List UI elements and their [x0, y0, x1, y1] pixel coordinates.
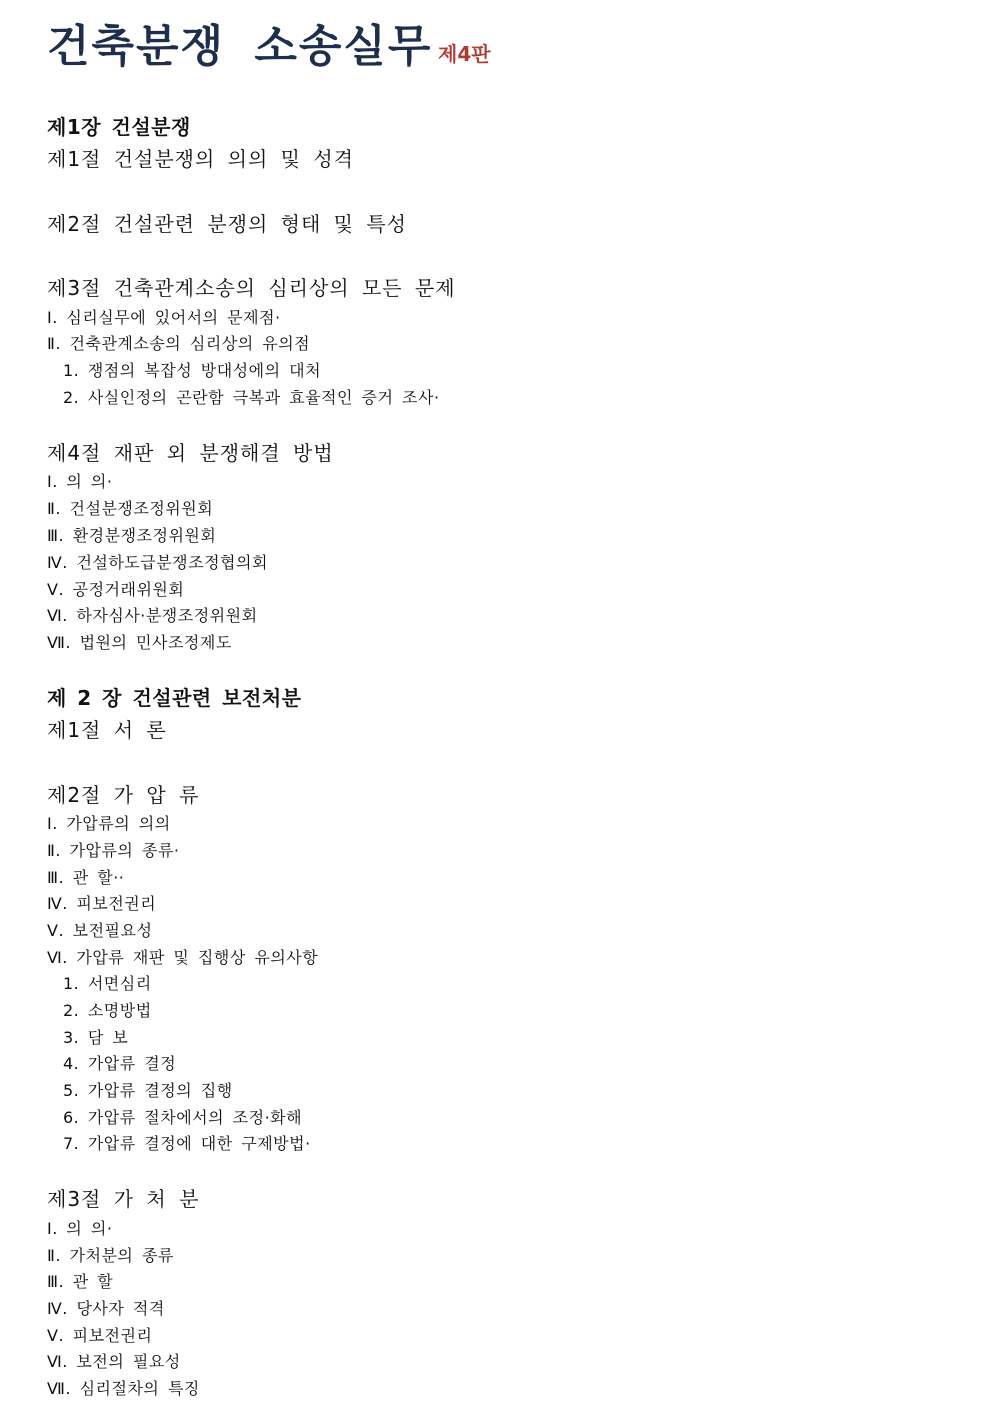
toc-item: Ⅱ. 건설분쟁조정위원회 — [47, 499, 214, 518]
toc-item: Ⅳ. 피보전권리 — [47, 894, 157, 913]
toc-subitem: 5. 가압류 결정의 집행 — [63, 1081, 233, 1100]
toc-item: Ⅴ. 피보전권리 — [47, 1326, 153, 1345]
toc-item: Ⅶ. 법원의 민사조정제도 — [47, 633, 232, 652]
section-heading: 제2절 건설관련 분쟁의 형태 및 특성 — [47, 212, 407, 236]
toc-item: Ⅵ. 하자심사·분쟁조정위원회 — [47, 606, 258, 625]
toc-item: Ⅰ. 의 의· — [47, 472, 113, 491]
toc-item: Ⅴ. 공정거래위원회 — [47, 580, 185, 599]
toc-item: Ⅰ. 심리실무에 있어서의 문제점· — [47, 308, 281, 327]
book-title: 건축분쟁 소송실무 — [47, 21, 433, 72]
document-header — [47, 14, 947, 84]
section-heading: 제3절 건축관계소송의 심리상의 모든 문제 — [47, 276, 456, 300]
toc-item: Ⅵ. 가압류 재판 및 집행상 유의사항 — [47, 948, 319, 967]
toc-subitem: 1. 쟁점의 복잡성 방대성에의 대처 — [63, 361, 322, 380]
toc-item: Ⅱ. 건축관계소송의 심리상의 유의점 — [47, 334, 311, 353]
toc-subitem: 2. 소명방법 — [63, 1001, 152, 1020]
toc-item: Ⅰ. 의 의· — [47, 1219, 113, 1238]
toc-item: Ⅳ. 당사자 적격 — [47, 1299, 165, 1318]
toc-subitem: 6. 가압류 절차에서의 조정·화해 — [63, 1108, 303, 1127]
section-heading: 제3절 가 처 분 — [47, 1187, 200, 1211]
toc-item: Ⅵ. 보전의 필요성 — [47, 1352, 181, 1371]
section-heading: 제2절 가 압 류 — [47, 783, 200, 807]
toc-subitem: 4. 가압류 결정 — [63, 1054, 177, 1073]
toc-item: Ⅳ. 건설하도급분쟁조정협의회 — [47, 553, 268, 572]
toc-subitem: 1. 서면심리 — [63, 974, 152, 993]
toc-item: Ⅰ. 가압류의 의의 — [47, 814, 171, 833]
toc-item: Ⅲ. 환경분쟁조정위원회 — [47, 526, 217, 545]
section-heading: 제4절 재판 외 분쟁해결 방법 — [47, 441, 334, 465]
toc-item: Ⅶ. 심리절차의 특징 — [47, 1379, 200, 1398]
toc-item: Ⅲ. 관 할·· — [47, 868, 125, 887]
toc-item: Ⅱ. 가압류의 종류· — [47, 841, 180, 860]
chapter-heading: 제1장 건설분쟁 — [47, 115, 191, 139]
toc-item: Ⅴ. 보전필요성 — [47, 921, 153, 940]
toc-item: Ⅱ. 가처분의 종류 — [47, 1246, 174, 1265]
toc-subitem: 7. 가압류 결정에 대한 구제방법· — [63, 1134, 311, 1153]
toc-item: Ⅲ. 관 할 — [47, 1272, 114, 1291]
toc-subitem: 3. 담 보 — [63, 1028, 129, 1047]
section-heading: 제1절 서 론 — [47, 718, 167, 742]
toc-subitem: 2. 사실인정의 곤란함 극복과 효율적인 증거 조사· — [63, 388, 440, 407]
chapter-heading: 제 2 장 건설관련 보전처분 — [47, 686, 302, 710]
edition-label: 제4판 — [438, 42, 491, 66]
section-heading: 제1절 건설분쟁의 의의 및 성격 — [47, 147, 354, 171]
